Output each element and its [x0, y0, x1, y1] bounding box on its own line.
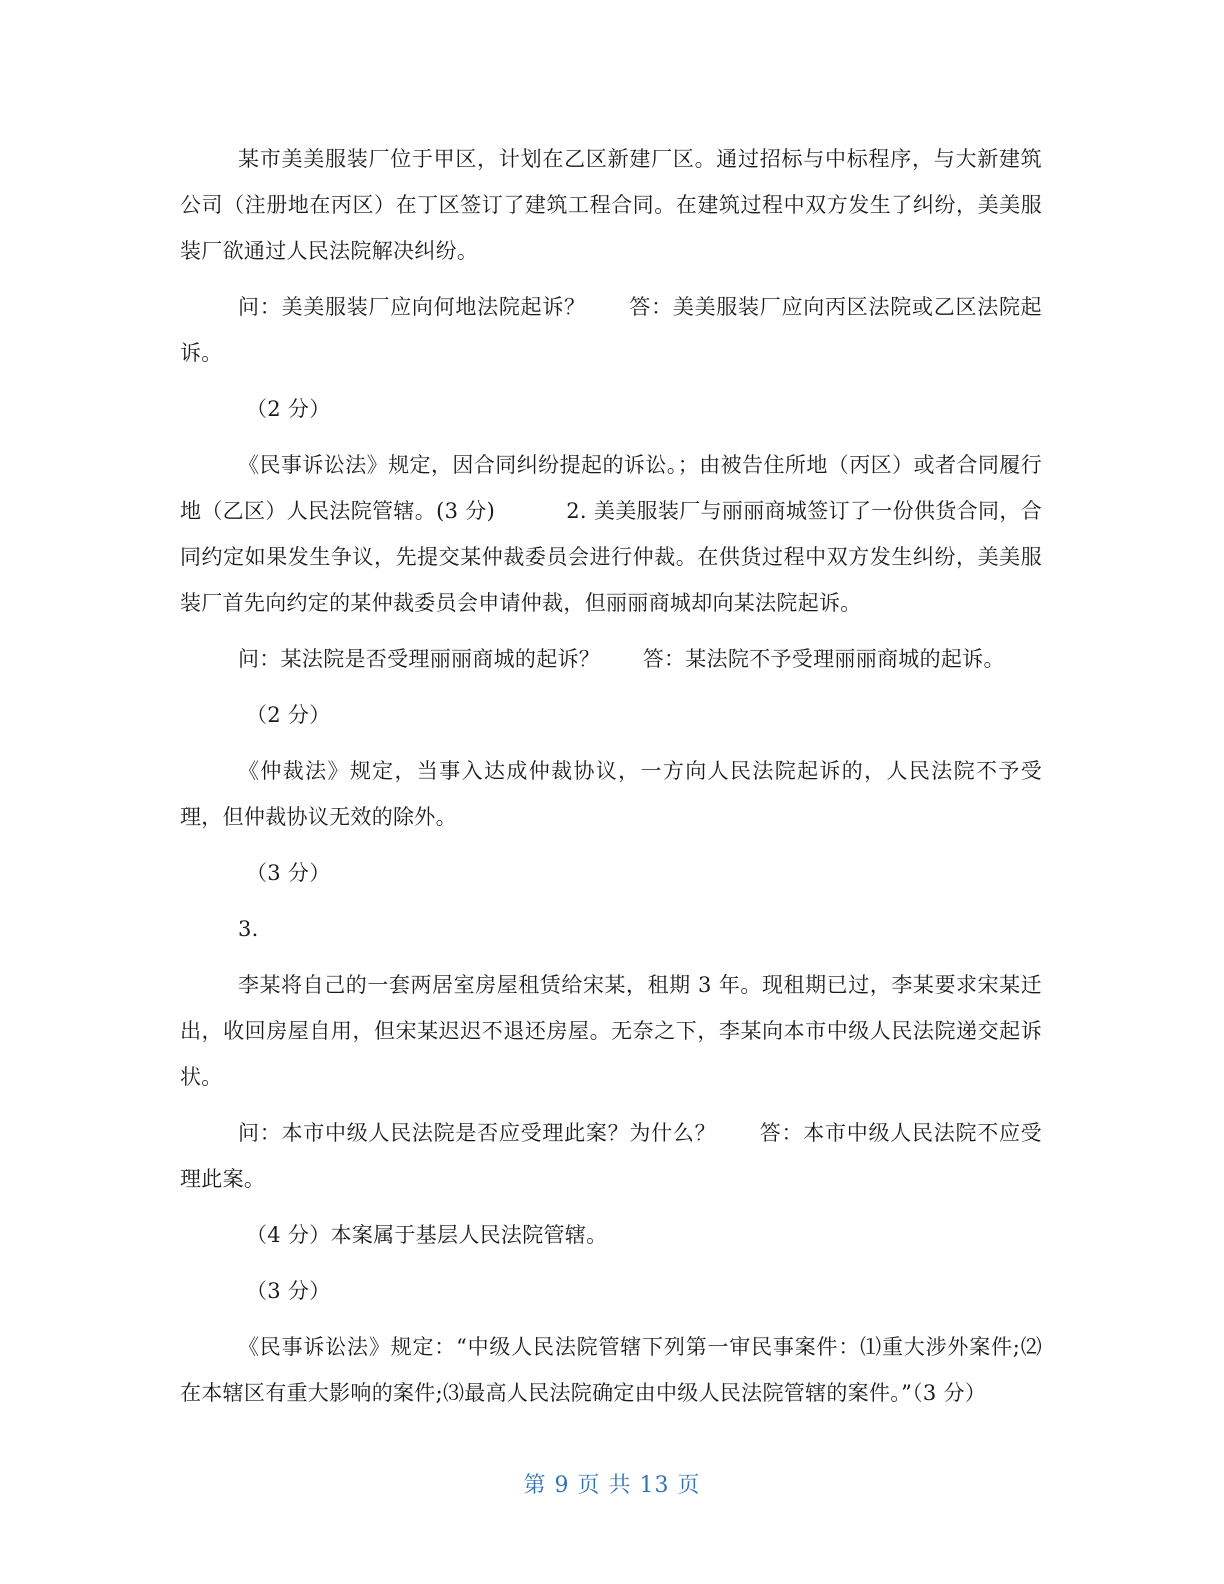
paragraph-case-1-score-a: （2 分）	[246, 397, 331, 421]
paragraph-case-2-score-b: （3 分）	[246, 861, 331, 885]
paragraph-case-3-number: 3.	[238, 917, 259, 941]
paragraph-case-2-score-a: （2 分）	[246, 703, 331, 727]
paragraph-case-3-facts: 李某将自己的一套两居室房屋租赁给宋某，租期 3 年。现租期已过，李某要求宋某迁出，收回房屋自用，但宋某迟迟不退还房屋。无奈之下，李某向本市中级人民法院递交起诉状。	[180, 973, 1042, 1089]
paragraph-case-3-basis: 《民事诉讼法》规定：“中级人民法院管辖下列第一审民事案件：⑴重大涉外案件;⑵在本辖区有重大影响的案件;⑶最高人民法院确定由中级人民法院管辖的案件。”（3 分）	[180, 1335, 1042, 1405]
paragraph-case-2-basis: 《仲裁法》规定，当事入达成仲裁协议，一方向人民法院起诉的，人民法院不予受理，但仲裁协议无效的除外。	[180, 759, 1042, 829]
paragraph-case-1-basis: 《民事诉讼法》规定，因合同纠纷提起的诉讼。；由被告住所地（丙区）或者合同履行地（乙区）人民法院管辖。(3 分) 2. 美美服装厂与丽丽商城签订了一份供货合同，合同约定如果发生争议，先提交某仲裁委员会进行仲裁。在供货过程中双方发生纠纷，美美服装厂首先向约定的某仲裁委员会申请仲裁，但丽丽商城却向某法院起诉。	[180, 453, 1042, 615]
paragraph-case-3-score-a: （4 分）本案属于基层人民法院管辖。	[246, 1223, 608, 1247]
paragraph-case-3-question: 问：本市中级人民法院是否应受理此案？为什么？ 答：本市中级人民法院不应受理此案。	[180, 1121, 1042, 1191]
page-footer: 第 9 页 共 13 页	[523, 1473, 701, 1498]
paragraph-case-2-question: 问：某法院是否受理丽丽商城的起诉？ 答：某法院不予受理丽丽商城的起诉。	[238, 647, 1005, 671]
paragraph-case-3-score-b: （3 分）	[246, 1279, 331, 1303]
paragraph-case-1-question: 问：美美服装厂应向何地法院起诉？ 答：美美服装厂应向丙区法院或乙区法院起诉。	[180, 295, 1042, 365]
document-body	[180, 136, 1042, 1426]
paragraph-case-1-facts: 某市美美服装厂位于甲区，计划在乙区新建厂区。通过招标与中标程序，与大新建筑公司（注册地在丙区）在丁区签订了建筑工程合同。在建筑过程中双方发生了纠纷，美美服装厂欲通过人民法院解决纠纷。	[180, 147, 1042, 263]
